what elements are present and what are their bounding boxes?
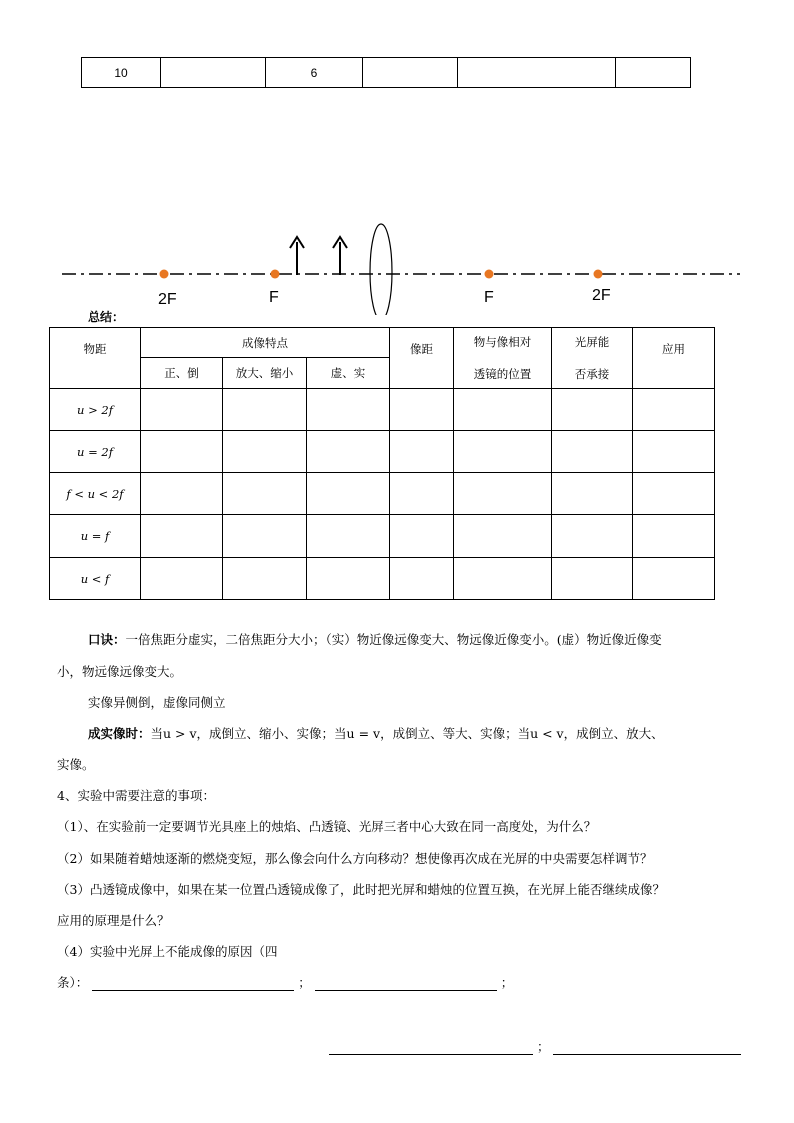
table-row [50,389,715,431]
header-line: 光屏能 [574,335,610,349]
mnemonic-paragraph [88,632,662,648]
table-row [50,515,715,558]
real-image-text: 当u > v，成倒立、缩小、实像；当u = v，成倒立、等大、实像；当u < v，成倒立、放大、 [150,726,664,741]
table-cell: 10 [82,58,161,88]
table-cell: 6 [266,58,363,88]
separator: ； [500,975,514,990]
focus-point [271,270,280,279]
object-arrow [333,237,347,275]
question-3-line2: 应用的原理是什么？ [57,913,170,928]
header-line: 物与像相对 [473,335,532,349]
label-2f-right: 2F [592,287,611,304]
focus-point [485,270,494,279]
header-object-distance: 物距 [50,328,141,389]
real-image-line2: 实像。 [57,757,95,772]
focus-point [594,270,603,279]
question-3: （3）凸透镜成像中，如果在某一位置凸透镜成像了，此时把光屏和蜡烛的位置互换，在光屏上能否继续成像？ [57,882,665,897]
answer-blank[interactable] [315,977,497,991]
convex-lens [370,224,392,315]
answer-line-row-1 [57,975,513,991]
separator: ； [536,1039,550,1054]
table-row [82,58,691,88]
header-image-distance: 像距 [390,328,454,389]
header-relative-position [454,328,552,389]
real-image-label: 成实像时： [88,726,151,741]
header-magnify-reduce: 放大、缩小 [223,358,307,389]
table-cell [161,58,266,88]
mnemonic-line2: 小，物远像远像变大。 [57,664,183,679]
question-2: （2）如果随着蜡烛逐渐的燃烧变短，那么像会向什么方向移动？想使像再次成在光屏的中央需要怎样调节？ [57,851,653,866]
table-row [50,431,715,473]
question-4-prefix: 条）： [57,975,89,990]
header-upright-inverted: 正、倒 [141,358,223,389]
question-4: （4）实验中光屏上不能成像的原因（四 [57,944,278,959]
label-2f-left: 2F [158,291,177,308]
image-rule-line: 实像异侧倒，虚像同侧立 [88,695,226,710]
lens-diagram [0,200,794,315]
answer-blank[interactable] [329,1041,533,1055]
mnemonic-label: 口诀： [88,632,126,647]
table-header-row [50,328,715,358]
table-row [50,473,715,515]
table-cell [363,58,458,88]
table-cell [458,58,616,88]
lens-summary-table [49,327,715,600]
summary-label: 总结： [88,310,125,324]
question-1: （1）、在实验前一定要调节光具座上的烛焰、凸透镜、光屏三者中心大致在同一高度处，为什么？ [57,819,597,834]
row-condition: u = 2f [50,431,141,473]
label-f-right: F [484,289,494,306]
answer-blank[interactable] [92,977,294,991]
header-application: 应用 [633,328,715,389]
header-line: 否承接 [574,367,610,381]
section-4-heading: 4、实验中需要注意的事项： [57,788,215,803]
table-cell [616,58,691,88]
answer-blank[interactable] [553,1041,741,1055]
row-condition: u = f [50,515,141,558]
header-virtual-real: 虚、实 [307,358,390,389]
top-table [81,57,691,88]
row-condition: u < f [50,558,141,600]
object-arrow [290,237,304,275]
header-image-features: 成像特点 [141,328,390,358]
row-condition: f < u < 2f [50,473,141,515]
row-condition: u > 2f [50,389,141,431]
mnemonic-text: 一倍焦距分虚实，二倍焦距分大小；（实）物近像远像变大、物远像近像变小。(虚）物近像近像变 [125,632,662,647]
header-line: 透镜的位置 [473,367,532,381]
separator: ； [298,975,311,990]
header-screen [552,328,633,389]
focus-point [160,270,169,279]
label-f-left: F [269,289,279,306]
answer-line-row-2 [329,1039,741,1055]
real-image-paragraph [88,726,664,742]
table-row [50,558,715,600]
